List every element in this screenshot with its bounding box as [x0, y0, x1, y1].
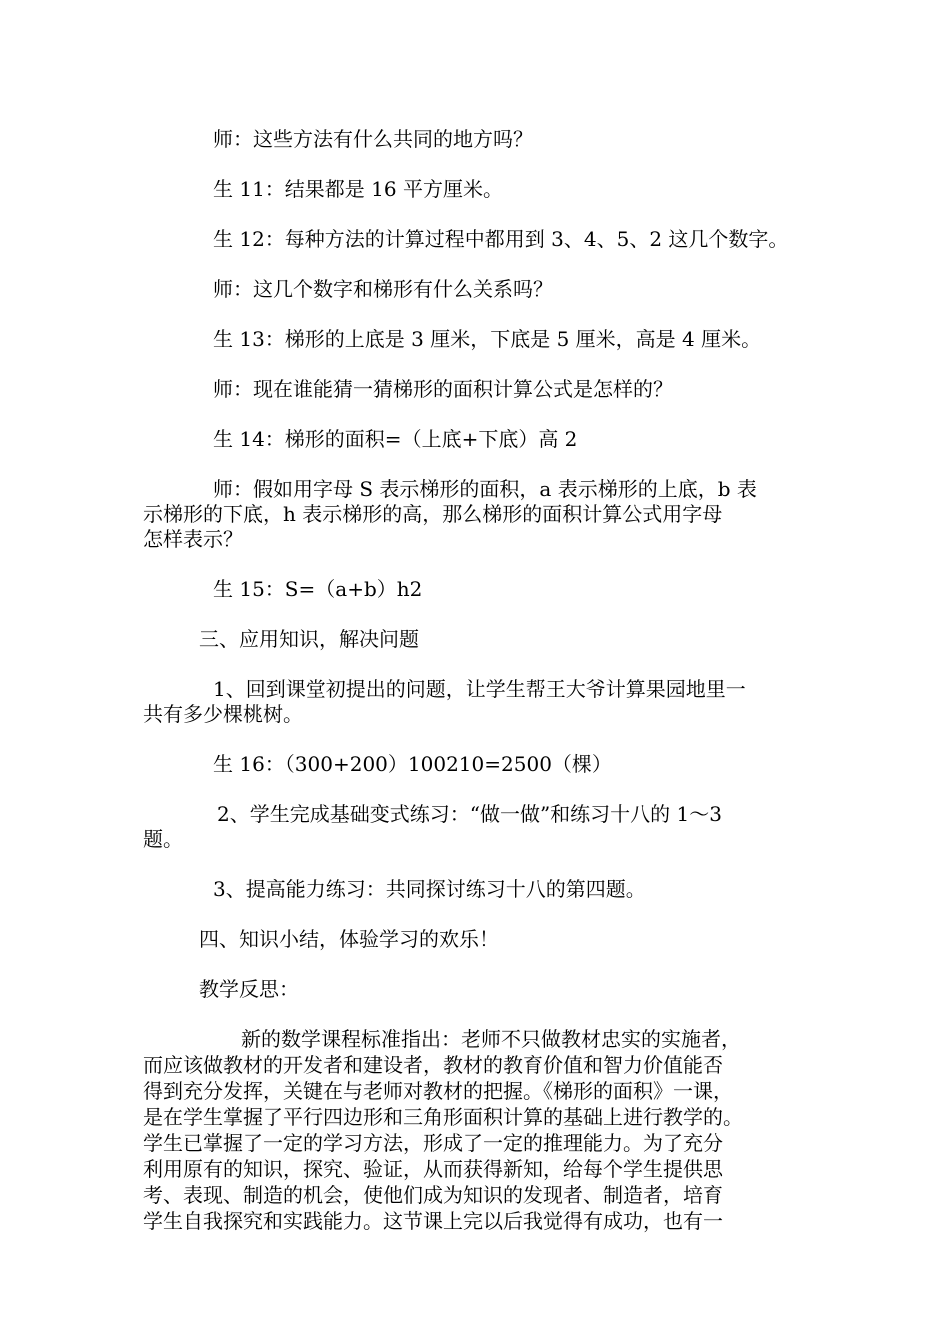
dialogue-line-continuation: 示梯形的下底，h 表示梯形的高，那么梯形的面积计算公式用字母 [143, 502, 723, 526]
section-heading: 三、应用知识，解决问题 [199, 627, 419, 651]
list-item: 3、提高能力练习：共同探讨练习十八的第四题。 [213, 877, 646, 901]
list-item: 1、回到课堂初提出的问题，让学生帮王大爷计算果园地里一 [213, 677, 746, 701]
list-item-continuation: 题。 [143, 827, 183, 851]
dialogue-line: 生 11：结果都是 16 平方厘米。 [213, 177, 503, 201]
paragraph-line: 考、表现、制造的机会，使他们成为知识的发现者、制造者，培育 [143, 1183, 723, 1207]
paragraph-line: 得到充分发挥，关键在与老师对教材的把握。《梯形的面积》一课， [143, 1079, 733, 1103]
list-item-continuation: 共有多少棵桃树。 [143, 702, 303, 726]
dialogue-line-continuation: 怎样表示？ [143, 527, 243, 551]
dialogue-line: 生 14：梯形的面积=（上底+下底）高 2 [213, 427, 578, 451]
list-item: 2、学生完成基础变式练习：“做一做”和练习十八的 1～3 [217, 802, 722, 826]
paragraph-line: 学生已掌握了一定的学习方法，形成了一定的推理能力。为了充分 [143, 1131, 723, 1155]
paragraph-line: 新的数学课程标准指出：老师不只做教材忠实的实施者， [241, 1027, 741, 1051]
dialogue-line: 生 12：每种方法的计算过程中都用到 3、4、5、2 这几个数字。 [213, 227, 789, 251]
dialogue-line: 生 16：（300+200）100210=2500（棵） [213, 752, 612, 776]
reflection-paragraph [143, 1026, 813, 1234]
dialogue-line: 生 15：S=（a+b）h2 [213, 577, 423, 601]
paragraph-line: 是在学生掌握了平行四边形和三角形面积计算的基础上进行教学的。 [143, 1105, 743, 1129]
dialogue-line: 生 13：梯形的上底是 3 厘米，下底是 5 厘米，高是 4 厘米。 [213, 327, 762, 351]
dialogue-line: 师：这几个数字和梯形有什么关系吗？ [213, 277, 553, 301]
dialogue-line: 师：这些方法有什么共同的地方吗？ [213, 127, 533, 151]
paragraph-line: 学生自我探究和实践能力。这节课上完以后我觉得有成功，也有一 [143, 1209, 723, 1233]
section-heading: 四、知识小结，体验学习的欢乐！ [199, 927, 499, 951]
dialogue-line: 师：假如用字母 S 表示梯形的面积，a 表示梯形的上底，b 表 [213, 477, 757, 501]
paragraph-line: 利用原有的知识，探究、验证，从而获得新知，给每个学生提供思 [143, 1157, 723, 1181]
dialogue-line: 师：现在谁能猜一猜梯形的面积计算公式是怎样的？ [213, 377, 673, 401]
section-heading: 教学反思： [199, 977, 299, 1001]
paragraph-line: 而应该做教材的开发者和建设者，教材的教育价值和智力价值能否 [143, 1053, 723, 1077]
